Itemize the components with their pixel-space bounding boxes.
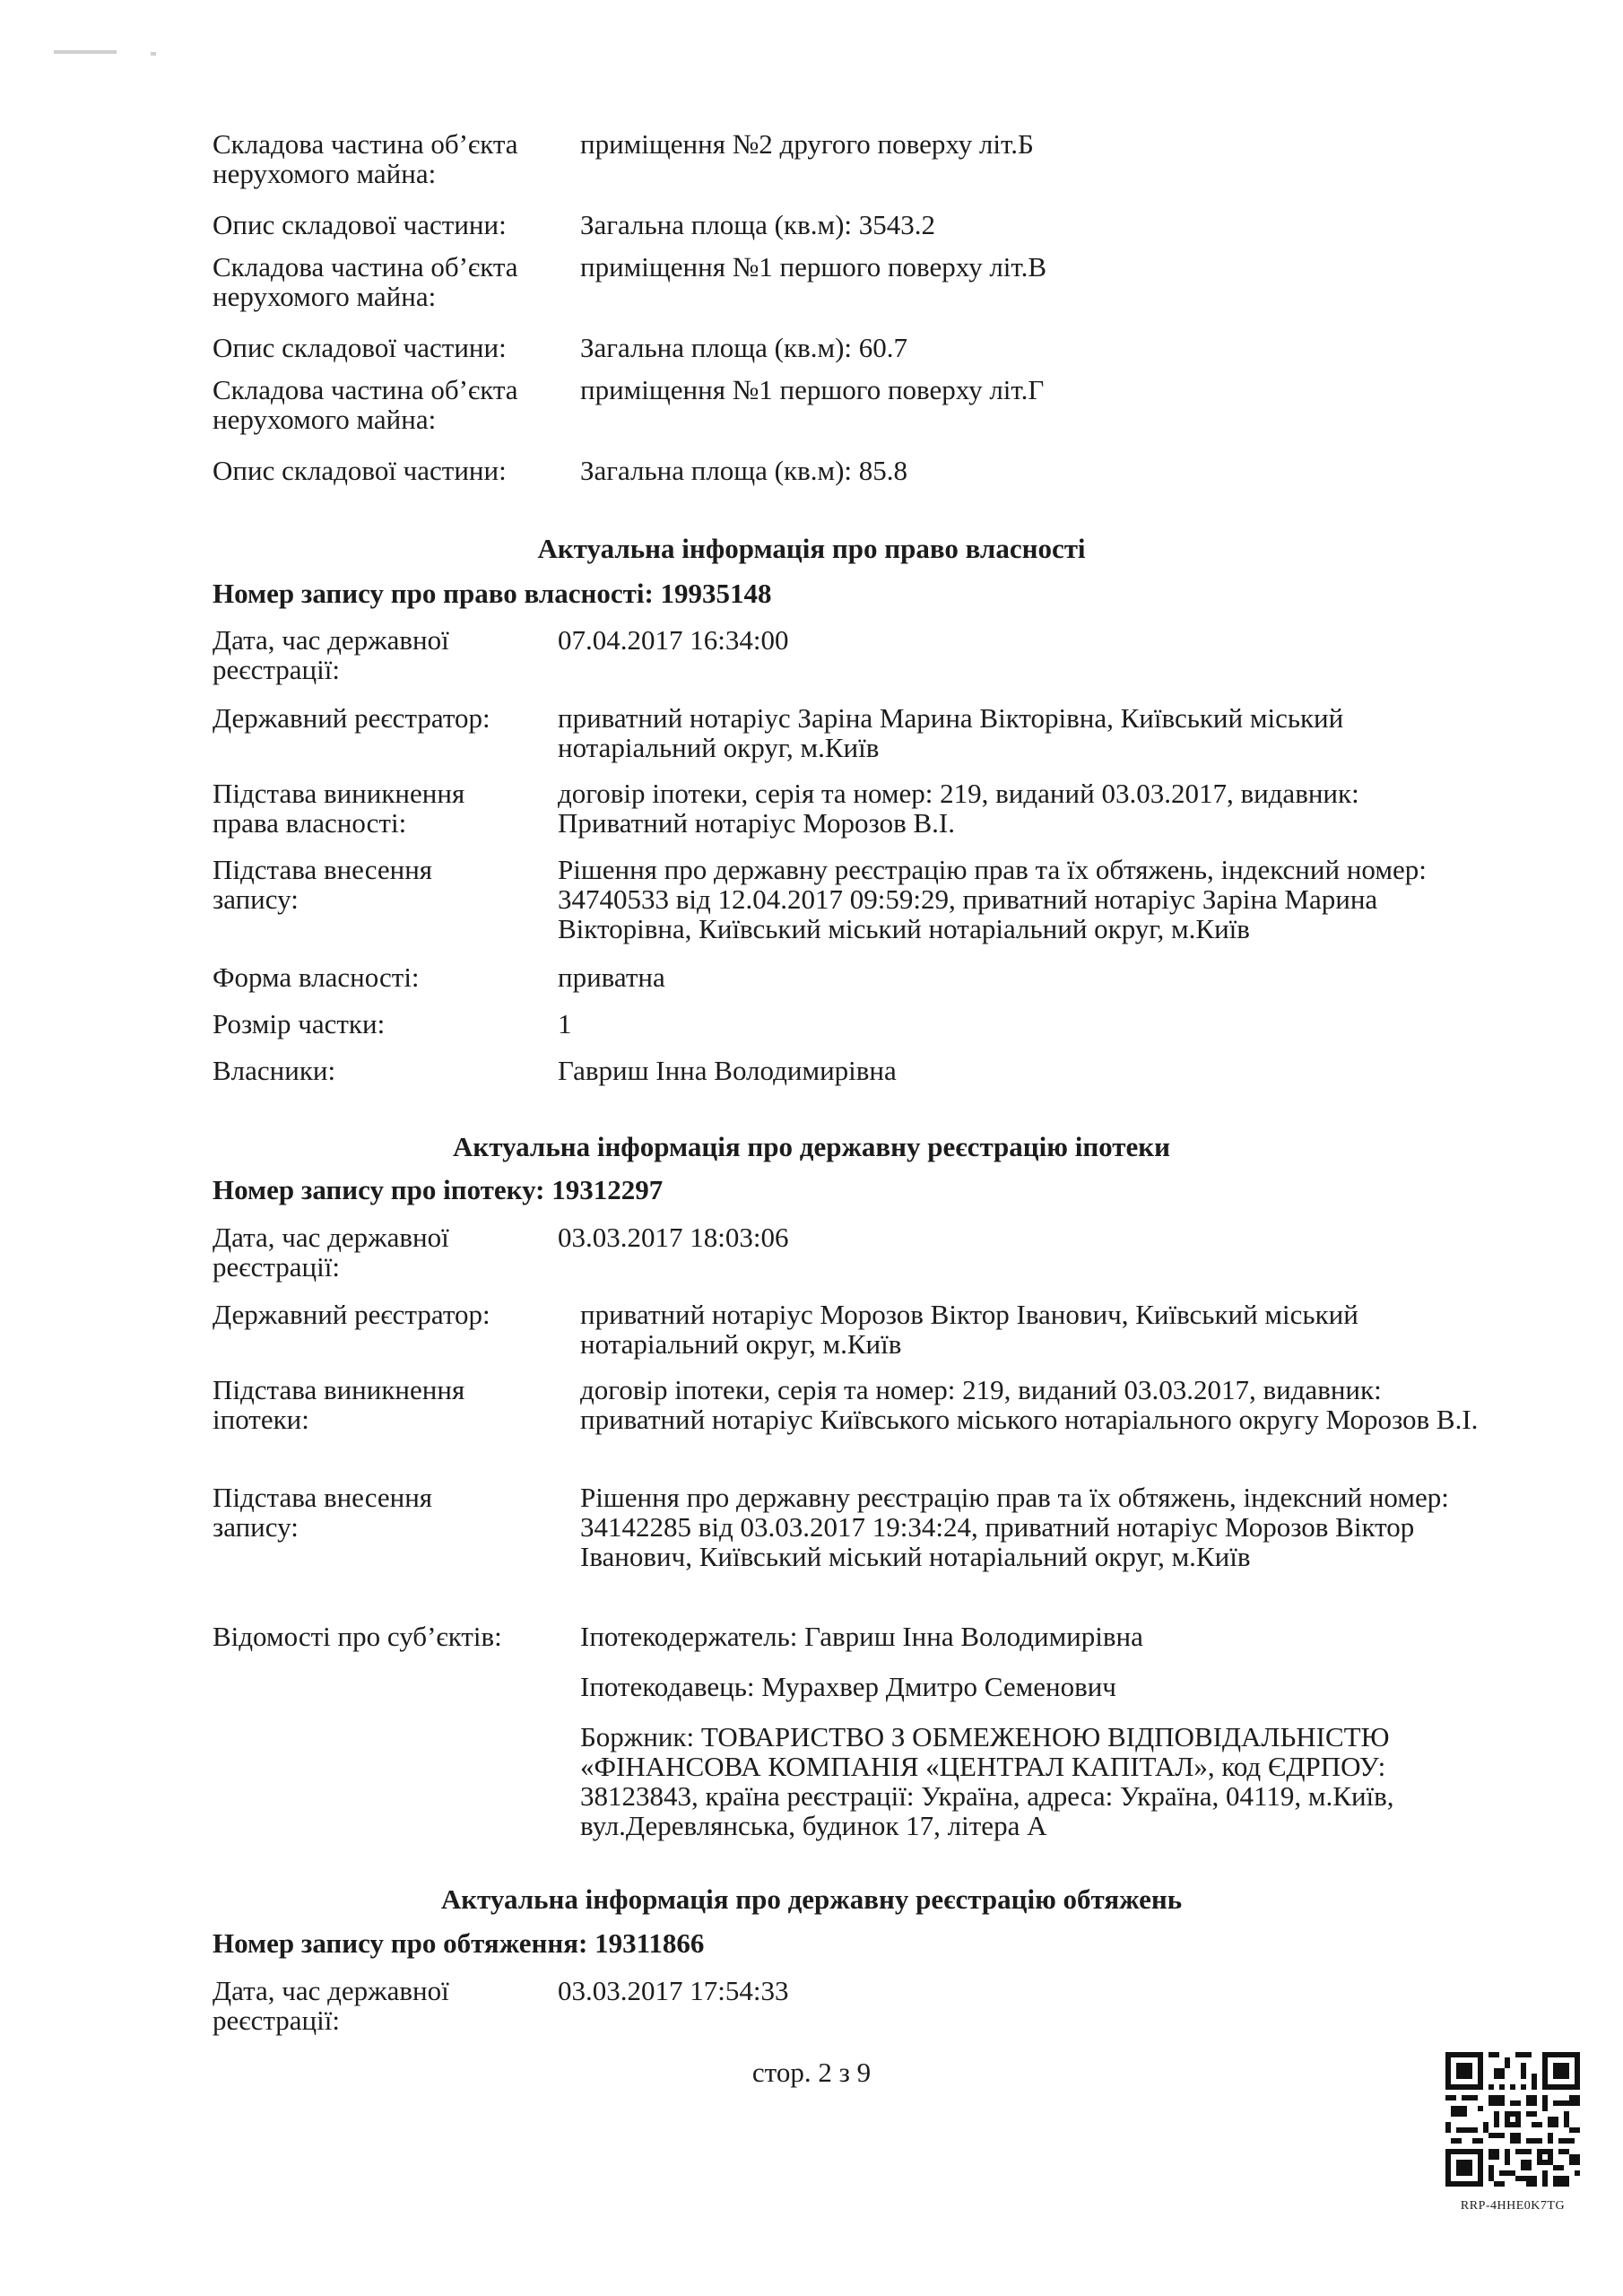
mortgage-subjects-list [580, 1622, 1504, 1840]
ownership-label: Підстава виникнення права власності: [213, 778, 465, 839]
encumbrance-heading: Актуальна інформація про державну реєстрацію обтяжень [440, 1883, 1183, 1915]
part-value: Загальна площа (кв.м): 60.7 [580, 332, 908, 363]
part-value: приміщення №1 першого поверху літ.Г [580, 374, 1045, 405]
part-label: Опис складової частини: [213, 209, 507, 240]
encumbrance-entry-number: Номер запису про обтяження: 19311866 [213, 1927, 705, 1959]
ownership-label: Підстава внесення запису: [213, 854, 433, 915]
mortgage-value: 03.03.2017 18:03:06 [558, 1222, 789, 1253]
mortgage-heading: Актуальна інформація про державну реєстрацію іпотеки [453, 1131, 1170, 1162]
scan-mark [151, 52, 156, 56]
ownership-label: Власники: [213, 1055, 336, 1086]
mortgagee: Іпотекодержатель: Гавриш Інна Володимирівна [580, 1621, 1143, 1652]
scan-mark [54, 50, 117, 54]
mortgage-label: Підстава внесення запису: [213, 1482, 433, 1543]
mortgage-label: Підстава виникнення іпотеки: [213, 1374, 465, 1435]
part-label: Складова частина об’єкта нерухомого майна: [213, 128, 518, 189]
ownership-value: 1 [558, 1008, 572, 1039]
mortgage-label: Дата, час державної реєстрації: [213, 1222, 449, 1283]
ownership-entry-number: Номер запису про право власності: 19935148 [213, 578, 772, 609]
page-number: стор. 2 з 9 [751, 2057, 872, 2088]
ownership-label: Розмір частки: [213, 1008, 386, 1039]
mortgage-value: договір іпотеки, серія та номер: 219, виданий 03.03.2017, видавник: приватний нотаріус Київського міського нотаріального округу Морозов В.І. [580, 1374, 1479, 1435]
ownership-value: 07.04.2017 16:34:00 [558, 624, 789, 656]
mortgage-value: Рішення про державну реєстрацію прав та їх обтяжень, індексний номер: 34142285 від 03.03.2017 19:34:24, приватний нотаріус Морозов Віктор Іванович, Київський міський нотаріальний округ, м.Київ [580, 1482, 1449, 1572]
part-value: приміщення №2 другого поверху літ.Б [580, 128, 1034, 160]
encumbrance-label: Дата, час державної реєстрації: [213, 1975, 449, 2036]
qr-code-icon [1445, 2052, 1580, 2187]
part-label: Опис складової частини: [213, 455, 507, 486]
ownership-label: Форма власності: [213, 961, 420, 993]
part-value: Загальна площа (кв.м): 3543.2 [580, 209, 936, 240]
mortgagor: Іпотекодавець: Мурахвер Дмитро Семенович [580, 1671, 1116, 1702]
mortgage-value: приватний нотаріус Морозов Віктор Іванович, Київський міський нотаріальний округ, м.Київ [580, 1299, 1358, 1360]
ownership-value: договір іпотеки, серія та номер: 219, виданий 03.03.2017, видавник: Приватний нотаріус Морозов В.І. [558, 778, 1359, 839]
ownership-label: Дата, час державної реєстрації: [213, 624, 449, 685]
part-label: Складова частина об’єкта нерухомого майна: [213, 251, 518, 312]
part-value: Загальна площа (кв.м): 85.8 [580, 455, 908, 486]
document-code: RRP-4HHE0K7TG [1460, 2199, 1566, 2213]
ownership-value: приватна [558, 961, 665, 993]
ownership-value: Гавриш Інна Володимирівна [558, 1055, 897, 1086]
part-value: приміщення №1 першого поверху літ.В [580, 251, 1047, 283]
part-row [213, 129, 1504, 192]
mortgage-label: Державний реєстратор: [213, 1299, 490, 1330]
part-label: Складова частина об’єкта нерухомого майна: [213, 374, 518, 435]
ownership-value: приватний нотаріус Заріна Марина Вікторівна, Київський міський нотаріальний округ, м.Київ [558, 702, 1344, 763]
debtor: Боржник: ТОВАРИСТВО З ОБМЕЖЕНОЮ ВІДПОВІДАЛЬНІСТЮ «ФІНАНСОВА КОМПАНІЯ «ЦЕНТРАЛ КАПІТАЛ», код ЄДРПОУ: 38123843, країна реєстрації: Україна, адреса: Україна, 04119, м.Київ, вул.Деревлянська, будинок 17, літера А [580, 1721, 1394, 1841]
encumbrance-value: 03.03.2017 17:54:33 [558, 1975, 789, 2006]
mortgage-entry-number: Номер запису про іпотеку: 19312297 [213, 1174, 664, 1205]
mortgage-subjects-label: Відомості про суб’єктів: [213, 1621, 502, 1652]
ownership-heading: Актуальна інформація про право власності [537, 533, 1086, 564]
part-label: Опис складової частини: [213, 332, 507, 363]
ownership-value: Рішення про державну реєстрацію прав та їх обтяжень, індексний номер: 34740533 від 12.04.2017 09:59:29, приватний нотаріус Заріна Марина Вікторівна, Київський міський нотаріальний округ, м.Київ [558, 854, 1427, 944]
ownership-label: Державний реєстратор: [213, 702, 490, 734]
